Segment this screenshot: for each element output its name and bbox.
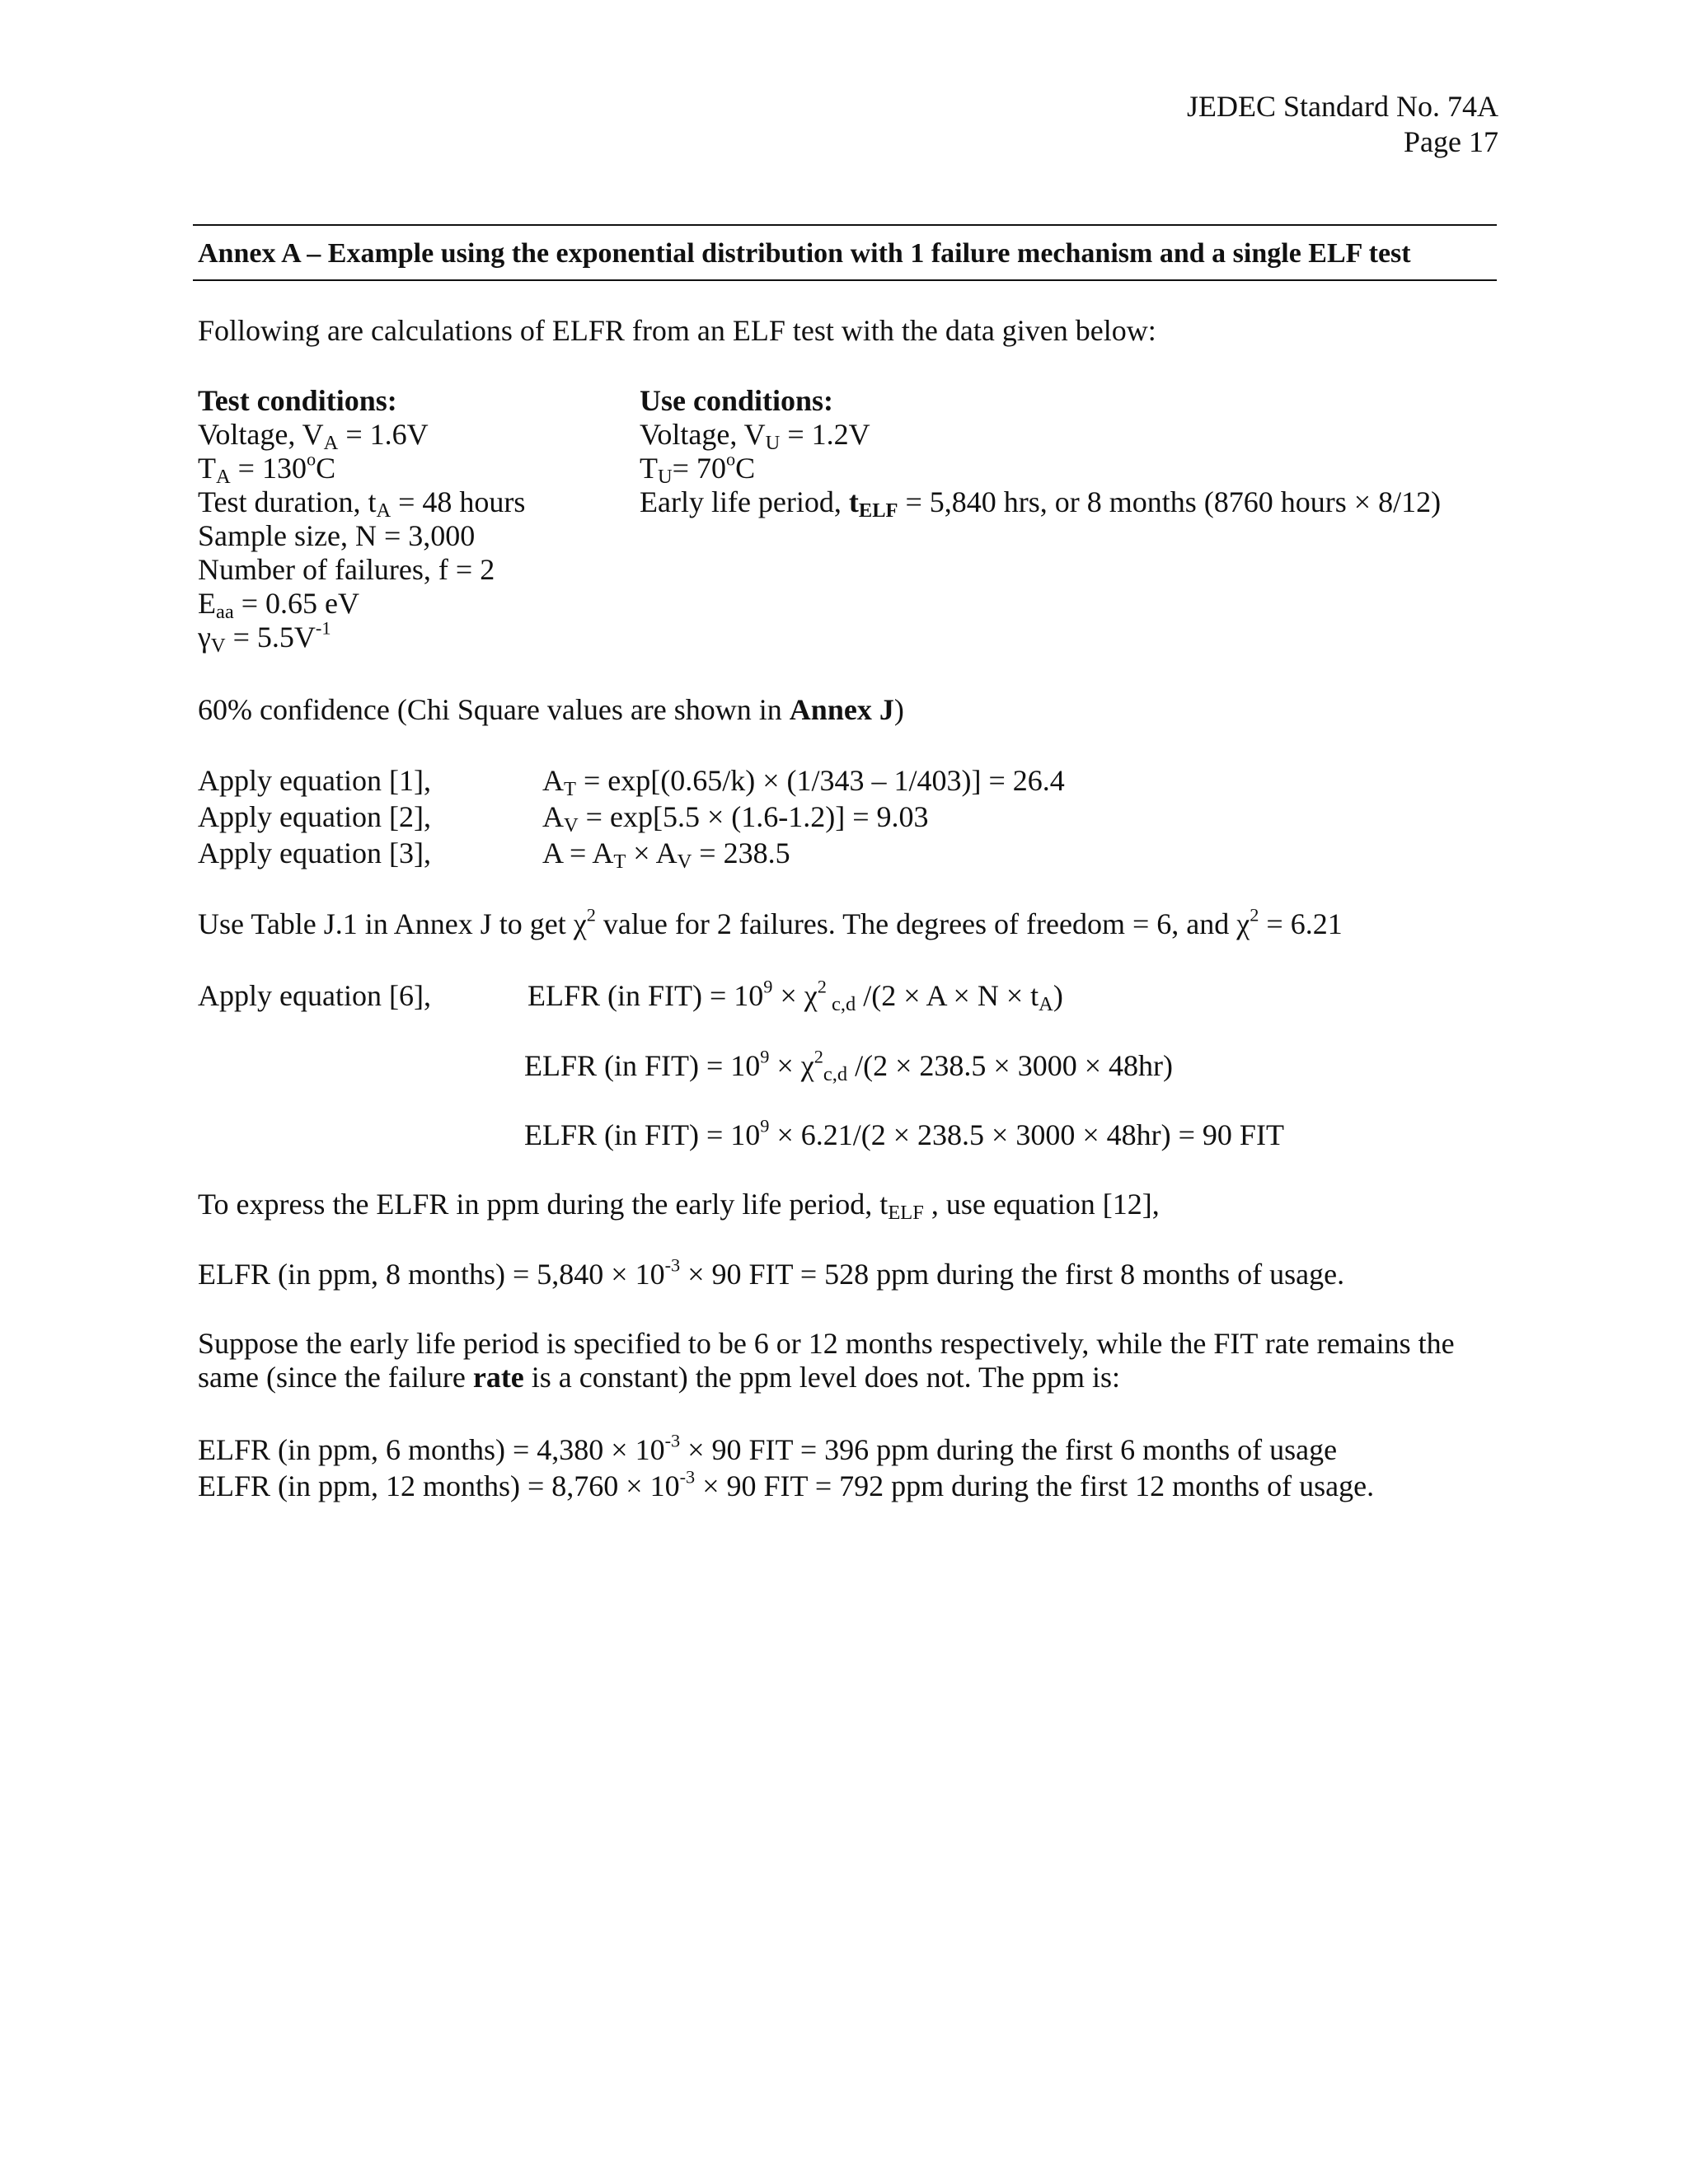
activation-energy: $E_{aa} = 0.65$ eV bbox=[198, 587, 360, 624]
equation-3-label: Apply equation [3], bbox=[198, 837, 431, 869]
equation-1-value: $A_T = \exp[(0.65/k) \times (1/343 - 1/403)] = 26.4$ bbox=[542, 764, 1065, 801]
title-rule-top bbox=[193, 224, 1497, 226]
page-number: Page 17 bbox=[1404, 125, 1498, 159]
suppose-line-2: same (since the failure rate is a constant) the ppm level does not. The ppm is: bbox=[198, 1361, 1121, 1394]
annex-title: Annex A – Example using the exponential distribution with 1 failure mechanism and a single ELF test bbox=[198, 238, 1411, 269]
equation-3-value: $A = A_T \times A_V = 238.5$ bbox=[542, 837, 790, 874]
chi-square-line: Use Table J.1 in Annex J to get $\chi^2$ value for 2 failures. The degrees of freedom = 6, and $\chi^2 = 6.21$ bbox=[198, 904, 1343, 940]
use-conditions-heading: Use conditions: bbox=[640, 384, 834, 417]
elfr-fit-substituted: ELFR (in $FIT) = 10^9 \times \chi^2_{c,d}$ /(2 × 238.5 × 3000 × 48hr) bbox=[524, 1046, 1173, 1086]
elfr-fit-result: ELFR (in $FIT) = 10^9 \times 6.21/(2 \times 238.5 \times 3000 \times 48hr) = 90$ FIT bbox=[524, 1115, 1284, 1151]
suppose-line-1: Suppose the early life period is specified to be 6 or 12 months respectively, while the FIT rate remains the bbox=[198, 1327, 1455, 1360]
elfr-ppm-8-months: ELFR (in ppm, 8 months) = $5,840 \times 10^{-3} \times 90$ FIT = 528 ppm during the first 8 months of usage. bbox=[198, 1254, 1345, 1291]
sample-size: Sample size, N = 3,000 bbox=[198, 519, 476, 552]
test-voltage: Voltage, $V_A = 1.6V$ bbox=[198, 418, 429, 455]
title-rule-bottom bbox=[193, 279, 1497, 281]
number-of-failures: Number of failures, f = 2 bbox=[198, 553, 495, 586]
test-duration: Test duration, $t_A = 48$ hours bbox=[198, 485, 526, 523]
use-voltage: Voltage, $V_U = 1.2V$ bbox=[640, 418, 870, 455]
elfr-fit-formula: ELFR (in $FIT) = 10^9 \times \chi^2$ $_{c,d}$ $/(2 \times A \times N \times t_A)$ bbox=[528, 976, 1063, 1016]
test-temperature: $T_A = 130^oC$ bbox=[198, 448, 336, 489]
equation-2-value: $A_V = \exp[5.5 \times (1.6-1.2)] = 9.03$ bbox=[542, 800, 929, 837]
use-temperature: $T_U= 70^oC$ bbox=[640, 448, 756, 489]
confidence-line: 60% confidence (Chi Square values are shown in Annex J) bbox=[198, 693, 904, 726]
standard-number: JEDEC Standard No. 74A bbox=[1187, 90, 1498, 123]
equation-6-label: Apply equation [6], bbox=[198, 979, 431, 1012]
suppose-paragraph bbox=[198, 1327, 1455, 1394]
elfr-ppm-12-months: ELFR (in ppm, 12 months) = $8,760 \times 10^{-3} \times 90$ FIT = 792 ppm during the first 12 months of usage. bbox=[198, 1466, 1375, 1502]
page-header bbox=[1187, 89, 1498, 160]
test-conditions bbox=[198, 384, 526, 658]
use-conditions bbox=[640, 384, 1442, 523]
voltage-acceleration: $\gamma_V = 5.5V^{-1}$ bbox=[198, 617, 331, 658]
elfr-ppm-6-months: ELFR (in ppm, 6 months) = $4,380 \times 10^{-3} \times 90$ FIT = 396 ppm during the first 6 months of usage bbox=[198, 1430, 1338, 1466]
test-conditions-heading: Test conditions: bbox=[198, 384, 397, 417]
ppm-intro: To express the ELFR in ppm during the early life period, $t_{ELF}$ , use equation [12], bbox=[198, 1188, 1160, 1225]
equation-1-label: Apply equation [1], bbox=[198, 764, 431, 797]
equation-2-label: Apply equation [2], bbox=[198, 800, 431, 833]
early-life-period: Early life period, $t_{ELF} = 5,840$ hrs, or 8 months (8760 hours × 8/12) bbox=[640, 485, 1442, 523]
ppm-results bbox=[198, 1432, 1374, 1504]
intro-paragraph: Following are calculations of ELFR from an ELF test with the data given below: bbox=[198, 314, 1156, 347]
